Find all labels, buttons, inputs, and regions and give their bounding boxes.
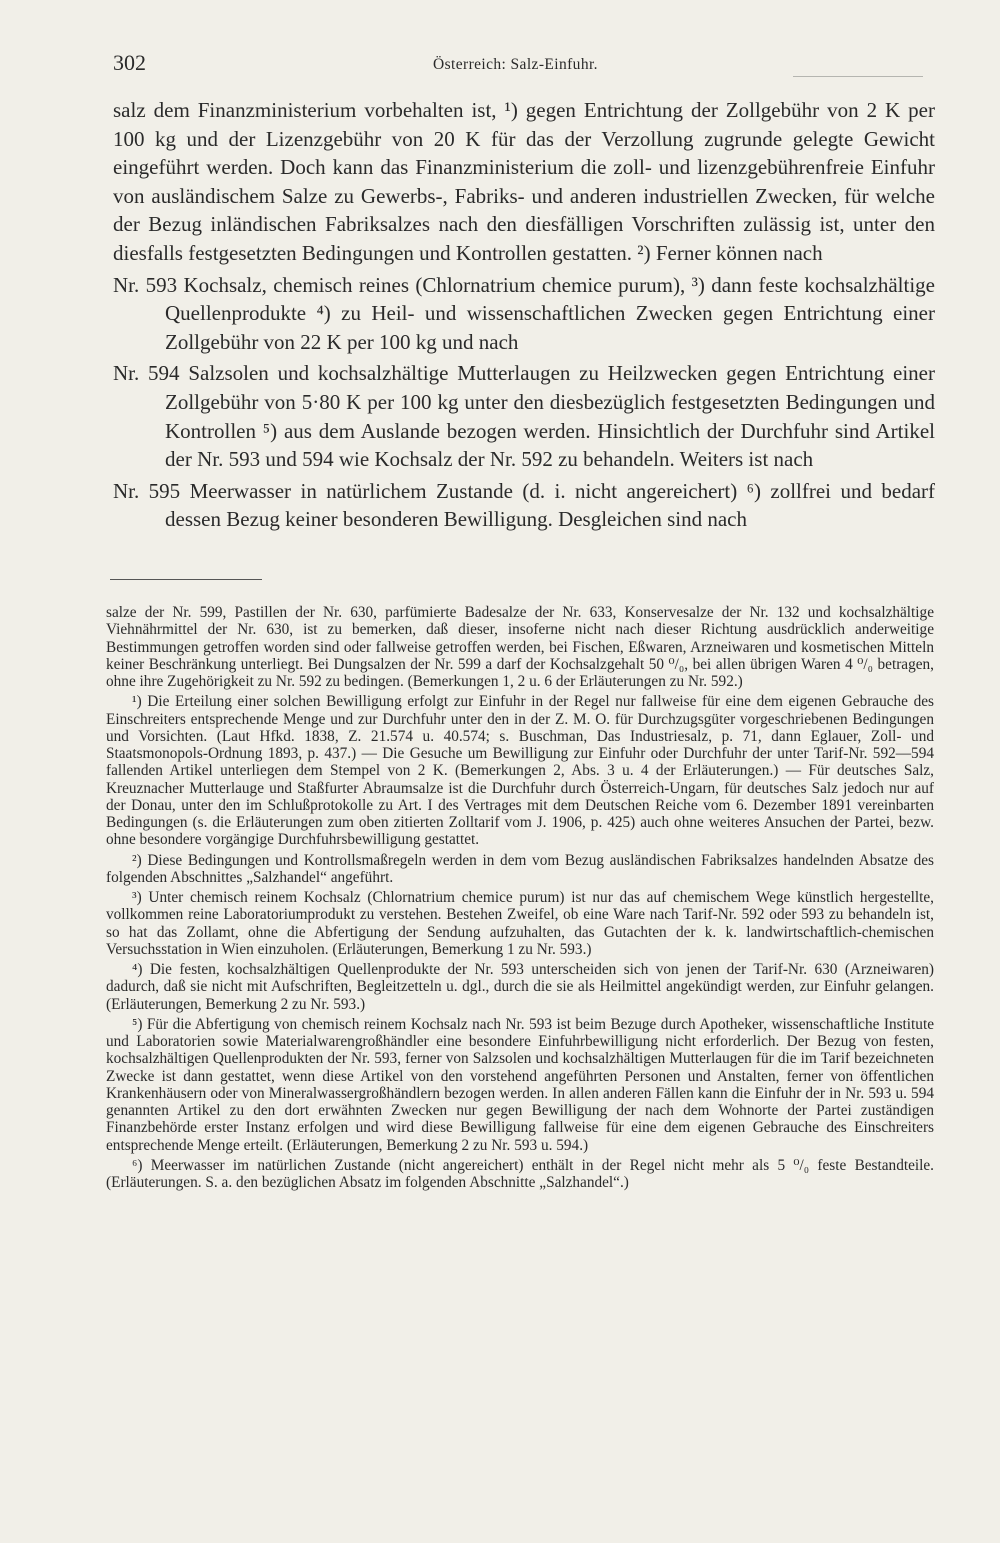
tariff-item-595: Nr. 595 Meerwasser in natürlichem Zustande (d. i. nicht angereichert) ⁶) zollfrei und bedarf dessen Bezug keiner besonderen Bewilligung. Desgleichen sind nach: [113, 478, 935, 532]
header-rule: [793, 76, 923, 77]
main-text: [113, 96, 935, 534]
running-title: Österreich: Salz-Einfuhr.: [433, 56, 598, 73]
footnote-3: ³) Unter chemisch reinem Kochsalz (Chlornatrium chemice purum) ist nur das auf chemischem Wege künstlich hergestellte, vollkommen reine Laboratoriumprodukt zu verstehen. Bestehen Zweifel, ob eine Ware nach Tarif-Nr. 592 oder 593 zu behandeln ist, so hat das Zollamt, ohne die Abfertigung der Sendung aufzuhalten, das Gutachten der k. k. landwirtschaftlich-chemischen Versuchsstation in Wien einzuholen. (Erläuterungen, Bemerkung 1 zu Nr. 593.): [106, 889, 934, 958]
paragraph-intro: salz dem Finanzministerium vorbehalten ist, ¹) gegen Entrichtung der Zollgebühr von 2 K per 100 kg und der Lizenzgebühr von 20 K für das der Verzollung zugrunde gelegte Gewicht eingeführt werden. Doch kann das Finanzministerium die zoll- und lizenzgebührenfreie Einfuhr von ausländischem Salze zu Gewerbs-, Fabriks- und anderen industriellen Zwecken, für welche der Bezug inländischen Fabriksalzes nach den diesfälligen Vorschriften zulässig ist, unter den diesfalls festgesetzten Bedingungen und Kontrollen gestatten. ²) Ferner können nach: [113, 98, 935, 265]
page-number: 302: [113, 50, 146, 75]
tariff-item-594: Nr. 594 Salzsolen und kochsalzhältige Mutterlaugen zu Heilzwecken gegen Entrichtung einer Zollgebühr von 5·80 K per 100 kg unter den diesbezüglich festgesetzten Bedingungen und Kontrollen ⁵) aus dem Auslande bezogen werden. Hinsichtlich der Durchfuhr sind Artikel der Nr. 593 und 594 wie Kochsalz der Nr. 592 zu behandeln. Weiters ist nach: [113, 361, 935, 472]
tariff-item-593: Nr. 593 Kochsalz, chemisch reines (Chlornatrium chemice purum), ³) dann feste kochsalzhältige Quellenprodukte ⁴) zu Heil- und wissenschaftlichen Zwecken gegen Entrichtung einer Zollgebühr von 22 K per 100 kg und nach: [113, 272, 935, 354]
footnote-2: ²) Diese Bedingungen und Kontrollsmaßregeln werden in dem vom Bezug ausländischen Fabriksalzes handelnden Absatze des folgenden Abschnittes „Salzhandel“ angeführt.: [106, 851, 934, 886]
footnote-5: ⁵) Für die Abfertigung von chemisch reinem Kochsalz nach Nr. 593 ist beim Bezuge durch Apotheker, wissenschaftliche Institute und Laboratorien sowie Materialwarengroßhändler eine besondere Einfuhrbewilligung nicht erforderlich. Der Bezug von festen, kochsalzhältigen Quellenprodukten der Nr. 593, ferner von Salzsolen und kochsalzhältigen Mutterlaugen für die im Tarif bezeichneten Zwecke ist dann gestattet, wenn diese Artikel von den vorstehend angeführten Personen und Anstalten, ferner von öffentlichen Krankenhäusern oder von Mineralwassergroßhändlern bezogen werden. In allen anderen Fällen kann die Einfuhr der in Nr. 593 u. 594 genannten Artikel zu den dort erwähnten Zwecken nur gegen Bewilligung der nach dem Wohnorte der Partei zuständigen Finanzbehörde erster Instanz erfolgen und wird diese Bewilligung fallweise für eine dem eigenen Gebrauche des Einschreiters entsprechende Menge erteilt. (Erläuterungen, Bemerkung 2 zu Nr. 593 u. 594.): [106, 1015, 934, 1154]
footnote-6: ⁶) Meerwasser im natürlichen Zustande (nicht angereichert) enthält in der Regel nicht mehr als 5 ⁰/₀ feste Bestandteile. (Erläuterungen. S. a. den bezüglichen Absatz im folgenden Abschnitte „Salzhandel“.): [106, 1156, 934, 1191]
footnote-1: ¹) Die Erteilung einer solchen Bewilligung erfolgt zur Einfuhr in der Regel nur fallweise für eine dem eigenen Gebrauche des Einschreiters entsprechende Menge und zur Durchfuhr unter den in der Z. M. O. für Durchzugsgüter vorgeschriebenen Bedingungen und Vorsichten. (Laut Hfkd. 1838, Z. 21.574 u. 40.574; s. Buschman, Das Industriesalz, p. 71, dann Eglauer, Zoll- und Staatsmonopols-Ordnung 1893, p. 437.) — Die Gesuche um Bewilligung zur Einfuhr oder Durchfuhr der unter Tarif-Nr. 592—594 fallenden Artikel unterliegen dem Stempel von 2 K. (Bemerkungen 2, Abs. 3 u. 4 der Erläuterungen.) — Für deutsches Salz, Kreuznacher Mutterlauge und Staßfurter Abraumsalze ist die Durchfuhr durch Österreich-Ungarn, für deutsches Salz jedoch nur auf der Donau, unter den im Schlußprotokolle zu Art. I des Vertrages mit dem Deutschen Reiche vom 6. Dezember 1891 vereinbarten Bedingungen (s. die Erläuterungen zum oben zitierten Zolltarif vom J. 1906, p. 425) auch ohne weiteres Ansuchen der Partei, bezw. ohne besondere vorgängige Durchfuhrsbewilligung gestattet.: [106, 693, 934, 849]
footnotes: [106, 604, 934, 1191]
footnote-continuation: salze der Nr. 599, Pastillen der Nr. 630, parfümierte Badesalze der Nr. 633, Konservesalze der Nr. 132 und kochsalzhältige Viehnährmittel der Nr. 630, ist zu bemerken, daß dieser, insoferne nicht nach dieser Richtung ausdrücklich anderweitige Bestimmungen getroffen worden sind oder fallweise getroffen werden, bei Fischen, Eßwaren, Arzneiwaren und kosmetischen Mitteln keiner Beschränkung unterliegt. Bei Dungsalzen der Nr. 599 a darf der Kochsalzgehalt 50 ⁰/₀, bei allen übrigen Waren 4 ⁰/₀ betragen, ohne ihre Zugehörigkeit zu Nr. 592 zu bedingen. (Bemerkungen 1, 2 u. 6 der Erläuterungen zu Nr. 592.): [106, 604, 934, 690]
page-header: [113, 50, 930, 80]
footnote-separator: [110, 579, 262, 580]
footnote-4: ⁴) Die festen, kochsalzhältigen Quellenprodukte der Nr. 593 unterscheiden sich von jenen der Tarif-Nr. 630 (Arzneiwaren) dadurch, daß sie nicht mit Aufschriften, Begleitzetteln u. dgl., durch die sie als Heilmittel angekündigt werden, zur Einfuhr gelangen. (Erläuterungen, Bemerkung 2 zu Nr. 593.): [106, 961, 934, 1013]
